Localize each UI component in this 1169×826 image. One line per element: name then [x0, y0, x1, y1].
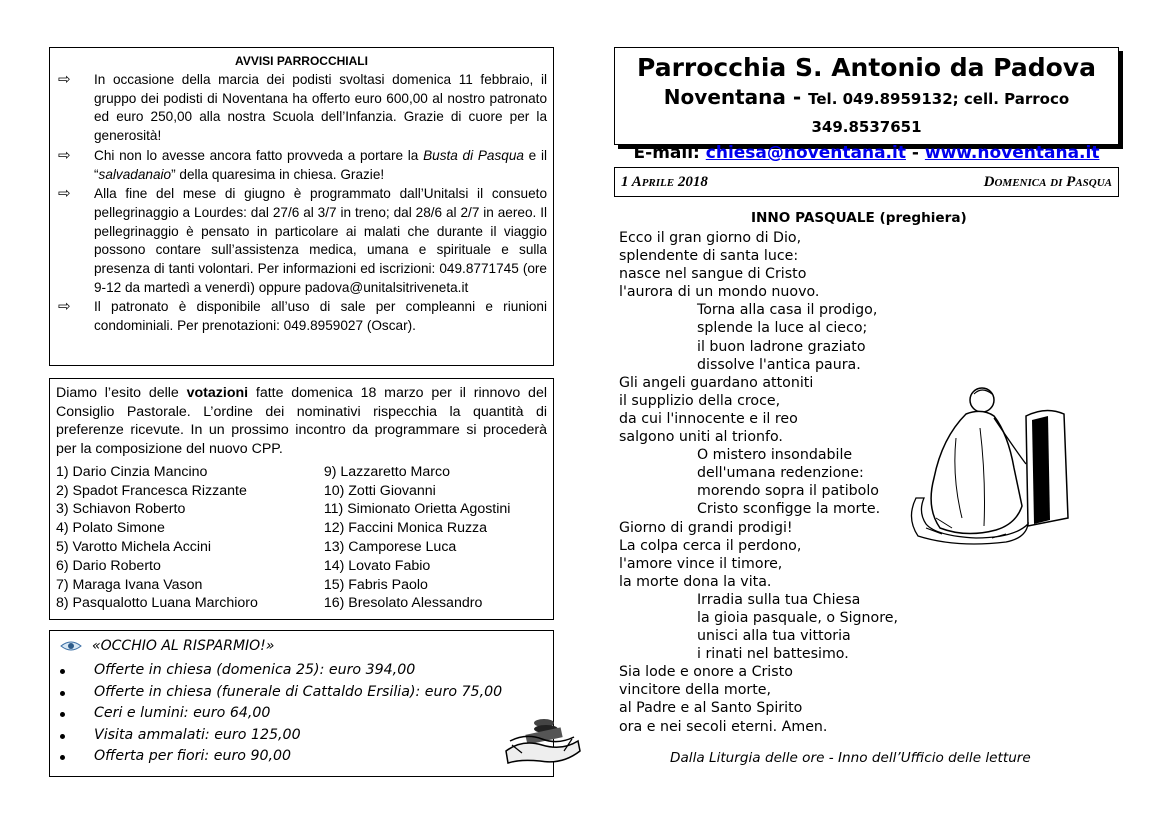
candidate: 3) Schiavon Roberto	[56, 501, 186, 518]
candidates-list	[56, 463, 547, 613]
candidate: 14) Lovato Fabio	[323, 557, 431, 574]
hymn-line: Irradia sulla tua Chiesa	[697, 591, 861, 608]
hymn-line: Cristo sconfigge la morte.	[697, 501, 881, 518]
avvisi-item: ⇨ In occasione della marcia dei podisti svoltasi domenica 11 febbraio, il gruppo dei podisti di Noventana ha offerto euro 600,00 al nostro patronato ed euro 250,00 alla nostra Scuola dell’Infanzia. Grazie di cuore per la generosità!	[58, 71, 547, 144]
votazioni-intro: Diamo l’esito delle votazioni fatte domenica 18 marzo per il rinnovo del Consiglio Pastorale. L’ordine dei nominativi rispecchia la quantità di preferenze ricevute. In un prossimo incontro da programmare si procederà per la composizione del nuovo CPP.	[56, 385, 547, 458]
hymn-line: O mistero insondabile	[697, 447, 853, 464]
date-label: 1 Aprile 2018	[621, 173, 708, 190]
hymn-line: La colpa cerca il perdono,	[619, 537, 802, 554]
hymn-line: al Padre e al Santo Spirito	[619, 700, 803, 717]
day-label: Domenica di Pasqua	[983, 173, 1112, 190]
occhio-title: «OCCHIO AL RISPARMIO!»	[92, 638, 275, 654]
avvisi-title: AVVISI PARROCCHIALI	[235, 54, 368, 68]
hymn-line: da cui l'innocente e il reo	[619, 410, 798, 427]
candidate: 13) Camporese Luca	[323, 539, 457, 555]
hymn-line: Giorno di grandi prodigi!	[619, 519, 793, 536]
hymn-line: dissolve l'antica paura.	[697, 356, 861, 373]
hymn-line: Sia lode e onore a Cristo	[619, 664, 793, 681]
avvisi-item: ⇨ Il patronato è disponibile all’uso di sale per compleanni e riunioni condominiali. Per prenotazioni: 049.8959027 (Oscar).	[58, 298, 547, 334]
hymn-line: i rinati nel battesimo.	[697, 646, 849, 663]
hymn-line: Gli angeli guardano attoniti	[619, 374, 814, 391]
occhio-header	[60, 638, 547, 654]
hymn-title: INNO PASQUALE (preghiera)	[751, 210, 967, 226]
avvisi-item: ⇨ Alla fine del mese di giugno è programmato dall’Unitalsi il consueto pellegrinaggio a Lourdes: dal 27/6 al 3/7 in treno; dal 28/6 al 2/7 in aereo. Il pellegrinaggio è pensato in particolare ai malati che durante il viaggio possono contare sull’assistenza medica, umana e spirituale e sulla presenza di tanti volontari. Per informazioni ed iscrizioni: 049.8771745 (ore 9-12 da martedì a venerdì) oppure padova@unitalsitriveneta.it	[58, 185, 547, 295]
hymn-line: vincitore della morte,	[619, 682, 772, 699]
avvisi-item: ⇨ Chi non lo avesse ancora fatto provveda a portare la Busta di Pasqua e il “salvadanaio” della quaresima in chiesa. Grazie!	[58, 146, 548, 182]
offerta-item: Offerte in chiesa (domenica 25): euro 394,00	[56, 660, 547, 682]
hymn-line: nasce nel sangue di Cristo	[619, 266, 807, 283]
candidates-col-1	[56, 463, 324, 613]
hymn-line: dell'umana redenzione:	[697, 465, 864, 482]
offerte-list	[56, 660, 547, 768]
candidate: 2) Spadot Francesca Rizzante	[56, 482, 247, 499]
candidate: 5) Varotto Michela Accini	[56, 539, 212, 555]
parish-header	[614, 47, 1119, 163]
avvisi-list	[56, 71, 547, 336]
hymn-line: unisci alla tua vittoria	[697, 628, 851, 645]
hymn-line: l'amore vince il timore,	[619, 555, 783, 572]
parish-links: E-mail: chiesa@noventana.it - www.noventana.it	[633, 143, 1100, 163]
hymn-line: splende la luce al cieco;	[697, 320, 868, 337]
candidate: 9) Lazzaretto Marco	[323, 463, 450, 480]
candidate: 12) Faccini Monica Ruzza	[323, 520, 488, 537]
offerta-item: Visita ammalati: euro 125,00	[56, 725, 547, 747]
arrow-icon: ⇨	[58, 71, 71, 88]
hymn-line: la gioia pasquale, o Signore,	[697, 609, 898, 626]
money-hands-icon	[502, 711, 582, 769]
votazioni-box	[49, 378, 554, 620]
email-link[interactable]: chiesa@noventana.it	[705, 143, 906, 163]
candidate: 16) Bresolato Alessandro	[323, 595, 483, 612]
website-link[interactable]: www.noventana.it	[924, 143, 1100, 163]
candidate: 10) Zotti Giovanni	[323, 482, 436, 499]
candidate: 7) Maraga Ivana Vason	[56, 576, 203, 593]
hymn-line: ora e nei secoli eterni. Amen.	[619, 718, 828, 735]
offerta-item: Ceri e lumini: euro 64,00	[56, 703, 547, 725]
candidates-col-2	[324, 463, 547, 613]
arrow-icon: ⇨	[58, 185, 71, 203]
hymn-line: splendente di santa luce:	[619, 248, 799, 265]
candidate: 6) Dario Roberto	[56, 557, 161, 574]
offerta-item: Offerte in chiesa (funerale di Cattaldo Ersilia): euro 75,00	[56, 682, 547, 704]
parish-name: Parrocchia S. Antonio da Padova	[637, 53, 1096, 82]
hymn-line: Torna alla casa il prodigo,	[697, 302, 878, 319]
eye-icon	[60, 640, 82, 652]
candidate: 15) Fabris Paolo	[323, 576, 428, 593]
parish-contacts: Noventana - Tel. 049.8959132; cell. Parroco 349.8537651	[663, 85, 1070, 136]
occhio-box	[49, 630, 554, 777]
hymn-line: l'aurora di un mondo nuovo.	[619, 284, 820, 301]
hymn-line: il supplizio della croce,	[619, 392, 781, 409]
candidate: 8) Pasqualotto Luana Marchioro	[56, 595, 258, 612]
hymn-text	[619, 229, 898, 736]
risen-christ-illustration	[896, 378, 1096, 563]
hymn-line: il buon ladrone graziato	[697, 338, 866, 355]
hymn-line: Ecco il gran giorno di Dio,	[619, 230, 802, 246]
arrow-icon: ⇨	[58, 146, 71, 164]
offerta-item: Offerta per fiori: euro 90,00	[56, 746, 547, 768]
hymn-line: la morte dona la vita.	[619, 573, 772, 590]
candidate: 1) Dario Cinzia Mancino	[56, 463, 208, 480]
hymn-source: Dalla Liturgia delle ore - Inno dell’Ufficio delle letture	[670, 750, 1031, 766]
date-bar	[614, 167, 1119, 197]
avvisi-box	[49, 47, 554, 366]
candidate: 4) Polato Simone	[56, 520, 165, 537]
hymn-line: salgono uniti al trionfo.	[619, 429, 783, 446]
arrow-icon: ⇨	[58, 298, 71, 316]
candidate: 11) Simionato Orietta Agostini	[323, 501, 511, 518]
hymn-line: morendo sopra il patibolo	[697, 483, 879, 500]
